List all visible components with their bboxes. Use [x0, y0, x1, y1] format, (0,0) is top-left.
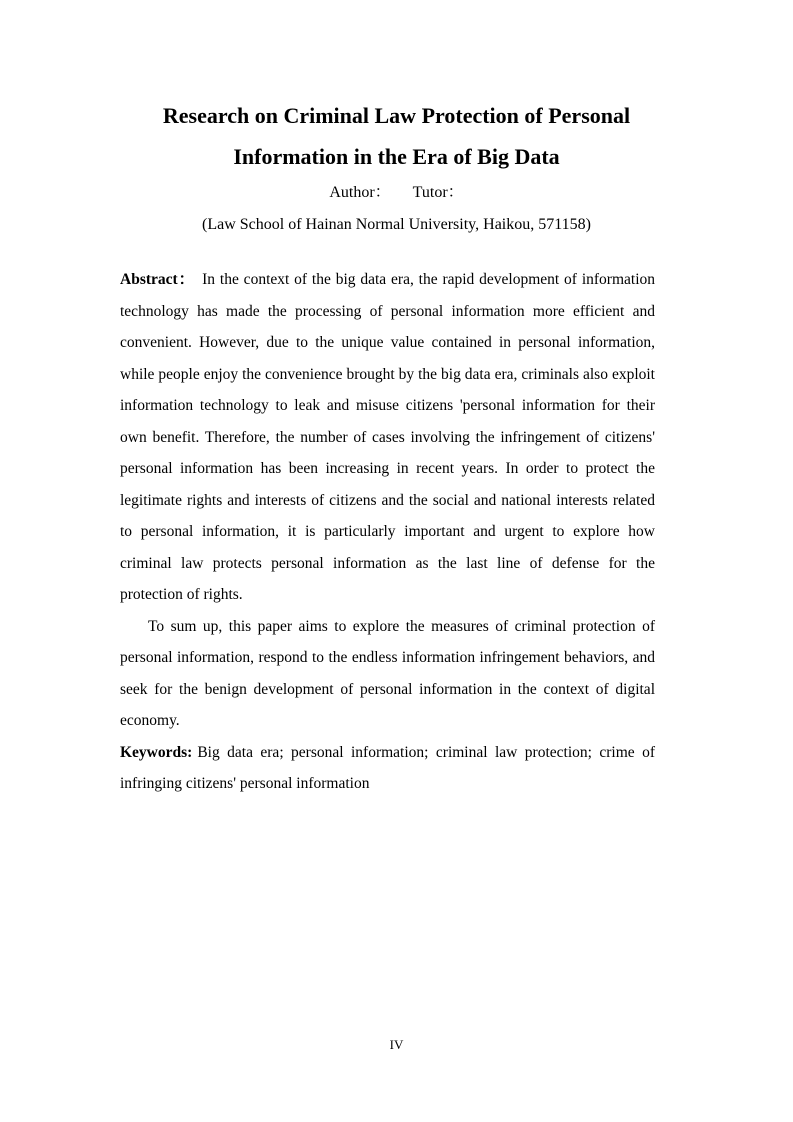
tutor-label: Tutor：	[412, 184, 464, 201]
page-number: IV	[389, 1037, 404, 1052]
paper-title-line1: Research on Criminal Law Protection of Personal	[162, 103, 631, 128]
summary-paragraph: To sum up, this paper aims to explore the measures of criminal protection of personal information, respond to the endless information infringement behaviors, and seek for the benign development of personal information in the context of digital economy.	[120, 617, 655, 729]
abstract-paragraph	[120, 264, 655, 611]
author-label: Author：	[329, 184, 391, 201]
abstract-section	[120, 264, 655, 800]
author-tutor-line	[0, 180, 793, 206]
keywords-label: Keywords:	[120, 743, 193, 761]
paper-title	[0, 95, 793, 177]
affiliation-line: (Law School of Hainan Normal University, Haikou, 571158)	[202, 216, 591, 233]
abstract-text: In the context of the big data era, the rapid development of information technology has made the processing of personal information more efficient and convenient. However, due to the unique value contained in personal information, while people enjoy the convenience brought by the big data era, criminals also exploit information technology to leak and misuse citizens 'personal information for their own benefit. Therefore, the number of cases involving the infringement of citizens' personal information has been increasing in recent years. In order to protect the legitimate rights and interests of citizens and the social and national interests related to personal information, it is particularly important and urgent to explore how criminal law protects personal information as the last line of defense for the protection of rights.	[120, 271, 655, 603]
paper-title-line2: Information in the Era of Big Data	[233, 144, 560, 169]
keywords-paragraph	[120, 737, 655, 800]
keywords-text: Big data era; personal information; criminal law protection; crime of infringing citizens' personal information	[120, 743, 655, 792]
abstract-label: Abstract：	[120, 271, 196, 288]
